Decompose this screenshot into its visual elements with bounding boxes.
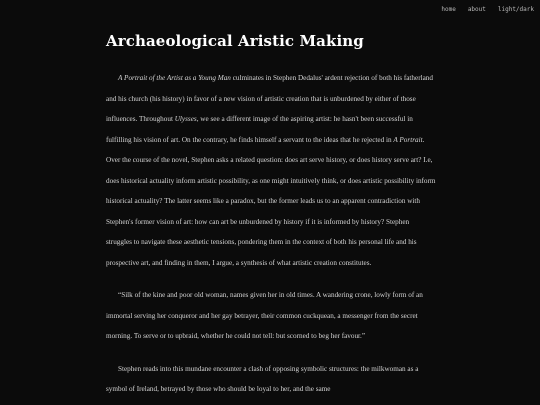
paragraph-text: . Over the course of the novel, Stephen asks a related question: does art serve history, or does history serve art? I.e, does historical actuality inform artistic possibility, as one might intuitively think, or does artistic possibility inform historical actuality? The latter seems like a paradox, but the former leads us to an apparent contradiction with Stephen's former vision of art: how can art be unburdened by history if it is informed by history? Stephen struggles to navigate these aesthetic tensions, pondering them in the context of both his personal life and his prospective art, and finding in them, I argue, a synthesis of what artistic creation constitutes. (106, 135, 436, 267)
top-nav (441, 6, 534, 13)
article-container (106, 0, 436, 405)
paragraph-intro (106, 68, 436, 273)
paragraph-analysis: Stephen reads into this mundane encounter a clash of opposing symbolic structures: the milkwoman as a symbol of Ireland, betrayed by those who should be loyal to her, and the same (106, 364, 419, 393)
paragraph-quote: “Silk of the kine and poor old woman, names given her in old times. A wandering crone, lowly form of an immortal serving her conqueror and her gay betrayer, their common cuckquean, a messenger from the secret morning. To serve or to upbraid, whether he could not tell: but scorned to beg her favour.” (106, 291, 423, 340)
paragraph-text: , we see a different image of the aspiring artist: he hasn't been successful in fulfilling his vision of art. On the contrary, he finds himself a servant to the ideas that he rejected in (106, 115, 413, 144)
theme-toggle-link[interactable]: light/dark (497, 6, 534, 13)
nav-home-link[interactable]: home (441, 6, 456, 13)
book-title-portrait-short: A Portrait (393, 135, 423, 144)
article-body (106, 68, 436, 400)
nav-about-link[interactable]: about (467, 6, 486, 13)
book-title-ulysses: Ulysses (174, 115, 197, 123)
paragraph-text: culminates in Stephen Dedalus' ardent rejection of both his fatherland and his church (his history) in favor of a new vision of artistic creation that is unburdened by either of those influences. Throughout (106, 74, 433, 123)
page-title: Archaeological Aristic Making (106, 32, 364, 50)
book-title-portrait: A Portrait of the Artist as a Young Man (118, 74, 231, 82)
